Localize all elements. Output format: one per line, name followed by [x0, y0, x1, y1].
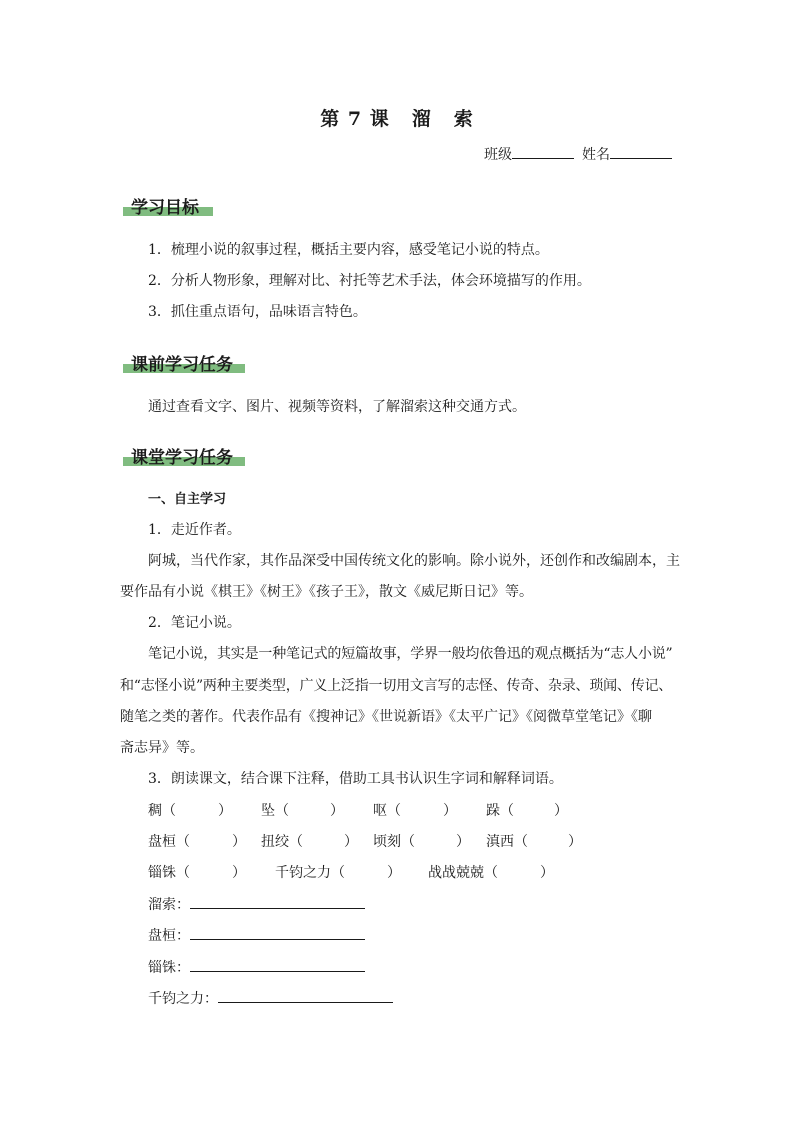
pre-task-text: 通过查看文字、图片、视频等资料，了解溜索这种交通方式。 — [148, 399, 526, 415]
definition-label: 千钧之力： — [148, 991, 218, 1007]
vocab-close: ） — [540, 865, 554, 881]
vocab-open: 坠（ — [261, 803, 289, 819]
item-2: 2．笔记小说。 — [148, 615, 241, 631]
section-heading-classroom: 课堂学习任务 — [131, 448, 233, 468]
title-lesson: 第 7 课 — [320, 108, 390, 130]
section-heading-pre: 课前学习任务 — [131, 355, 233, 375]
vocab-close: ） — [330, 803, 344, 819]
definition-blank[interactable] — [190, 927, 365, 940]
definition-label: 锱铢： — [148, 960, 190, 976]
definition-blank[interactable] — [190, 959, 365, 972]
name-label: 姓名 — [582, 147, 610, 163]
vocab-open: 呕（ — [373, 803, 401, 819]
author-paragraph-line-1: 阿城，当代作家，其作品深受中国传统文化的影响。除小说外，还创作和改编剧本，主 — [148, 553, 680, 569]
definition-row — [148, 894, 365, 914]
title-char-2: 索 — [453, 108, 474, 130]
vocab-close: ） — [232, 834, 246, 850]
title-char-1: 溜 — [411, 108, 432, 130]
vocab-open: 锱铢（ — [148, 865, 190, 881]
vocab-open: 跺（ — [486, 803, 514, 819]
goal-item-1: 1．梳理小说的叙事过程，概括主要内容，感受笔记小说的特点。 — [148, 242, 549, 258]
note-paragraph-line-2: 和“志怪小说”两种主要类型，广义上泛指一切用文言写的志怪、传奇、杂录、琐闻、传记、 — [120, 678, 673, 694]
vocab-close: ） — [456, 834, 470, 850]
vocab-open: 扭绞（ — [261, 834, 303, 850]
note-paragraph-line-4: 斋志异》等。 — [120, 740, 204, 756]
definition-blank[interactable] — [190, 896, 365, 909]
vocab-open: 稠（ — [148, 803, 176, 819]
class-blank[interactable] — [512, 144, 574, 159]
goal-item-2: 2．分析人物形象，理解对比、衬托等艺术手法，体会环境描写的作用。 — [148, 273, 591, 289]
page-title — [0, 104, 794, 131]
vocab-close: ） — [554, 803, 568, 819]
goal-item-3: 3．抓住重点语句，品味语言特色。 — [148, 304, 367, 320]
author-paragraph-line-2: 要作品有小说《棋王》《树王》《孩子王》，散文《威尼斯日记》等。 — [120, 584, 533, 600]
definition-row — [148, 925, 365, 945]
self-study-heading: 一、自主学习 — [148, 492, 227, 507]
vocab-close: ） — [218, 803, 232, 819]
definition-blank[interactable] — [218, 990, 393, 1003]
definition-label: 溜索： — [148, 897, 190, 913]
vocab-open: 顷刻（ — [373, 834, 415, 850]
vocab-open: 盘桓（ — [148, 834, 190, 850]
vocab-close: ） — [232, 865, 246, 881]
vocab-close: ） — [443, 803, 457, 819]
vocab-open: 千钧之力（ — [275, 865, 345, 881]
note-paragraph-line-1: 笔记小说，其实是一种笔记式的短篇故事，学界一般均依鲁迅的观点概括为“志人小说” — [148, 646, 673, 662]
vocab-open: 战战兢兢（ — [428, 865, 498, 881]
note-paragraph-line-3: 随笔之类的著作。代表作品有《搜神记》《世说新语》《太平广记》《阅微草堂笔记》《聊 — [120, 709, 652, 725]
class-label: 班级 — [484, 147, 512, 163]
class-name-row — [484, 144, 672, 164]
vocab-close: ） — [568, 834, 582, 850]
definition-label: 盘桓： — [148, 928, 190, 944]
definition-row — [148, 957, 365, 977]
vocab-close: ） — [387, 865, 401, 881]
item-3: 3．朗读课文，结合课下注释，借助工具书认识生字词和解释词语。 — [148, 771, 563, 787]
definition-row — [148, 988, 393, 1008]
vocab-open: 滇西（ — [486, 834, 528, 850]
vocab-close: ） — [344, 834, 358, 850]
name-blank[interactable] — [610, 144, 672, 159]
section-heading-goals: 学习目标 — [131, 198, 199, 218]
item-1: 1．走近作者。 — [148, 522, 241, 538]
